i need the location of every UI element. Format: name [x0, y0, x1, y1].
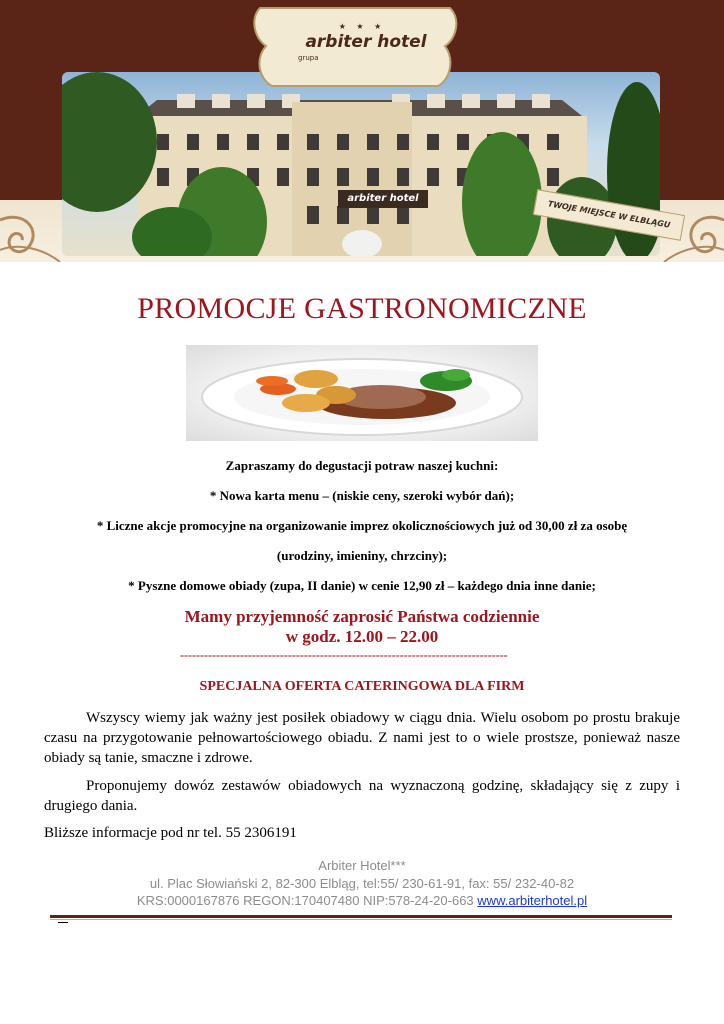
footer-ids: KRS:0000167876 REGON:170407480 NIP:578-24-20-663 [136, 893, 474, 908]
footer-hotel-name: Arbiter Hotel*** [318, 858, 406, 873]
offer-paragraph-1-text: Wszyscy wiemy jak ważny jest posiłek obiadowy w ciągu dnia. Wielu osobom po prostu brakuje czasu na przygotowanie pełnowartościowego obiadu. Z nami jest to o wiele prostsze, ponieważ nasze obiady są tanie, smaczne i zdrowe. [44, 710, 680, 766]
hotel-photo [62, 72, 660, 256]
footer-rule [50, 915, 672, 918]
food-photo [186, 345, 538, 441]
logo-name: arbiter hotel [305, 32, 427, 52]
logo-stars: ★ ★ ★ [338, 22, 386, 31]
intro-line-1: Zapraszamy do degustacji potraw naszej kuchni: [225, 458, 499, 473]
footer-rule-thin [50, 919, 672, 920]
offer-paragraph-2-text: Proponujemy dowóz zestawów obiadowych na wyznaczoną godzinę, składający się z zupy i drugiego dania. [44, 778, 680, 814]
dashed-separator: ---------------------------------------------------------------------------------- [180, 648, 508, 662]
invite-line-1: Mamy przyjemność zaprosić Państwa codziennie [184, 607, 540, 626]
hotel-sign: arbiter hotel [338, 190, 428, 208]
ornament-left-icon [0, 180, 70, 262]
footer-ids-row [0, 893, 724, 908]
intro-line-4: (urodziny, imieniny, chrzciny); [276, 548, 448, 563]
invite-line-2: w godz. 12.00 – 22.00 [285, 627, 439, 646]
intro-line-5: * Pyszne domowe obiady (zupa, II danie) w cenie 12,90 zł – każdego dnia inne danie; [128, 578, 596, 593]
offer-paragraph-1 [44, 708, 680, 768]
contact-line: Bliższe informacje pod nr tel. 55 2306191 [44, 825, 297, 841]
header-banner [0, 0, 724, 262]
offer-paragraph-2 [44, 776, 680, 816]
website-link[interactable]: www.arbiterhotel.pl [477, 893, 588, 908]
intro-line-2: * Nowa karta menu – (niskie ceny, szeroki wybór dań); [209, 488, 515, 503]
footer-address: ul. Plac Słowiański 2, 82-300 Elbląg, tel:55/ 230-61-91, fax: 55/ 232-40-82 [149, 876, 575, 891]
intro-line-3: * Liczne akcje promocyjne na organizowanie imprez okolicznościowych już od 30,00 zł za osobę [96, 518, 628, 533]
offer-heading: SPECJALNA OFERTA CATERINGOWA DLA FIRM [199, 679, 525, 694]
page-title: PROMOCJE GASTRONOMICZNE [137, 292, 587, 325]
logo-subtitle: grupa [298, 54, 319, 62]
slogan-ribbon: TWOJE MIEJSCE W ELBLĄGU [533, 189, 685, 241]
footer-mark [58, 922, 68, 923]
